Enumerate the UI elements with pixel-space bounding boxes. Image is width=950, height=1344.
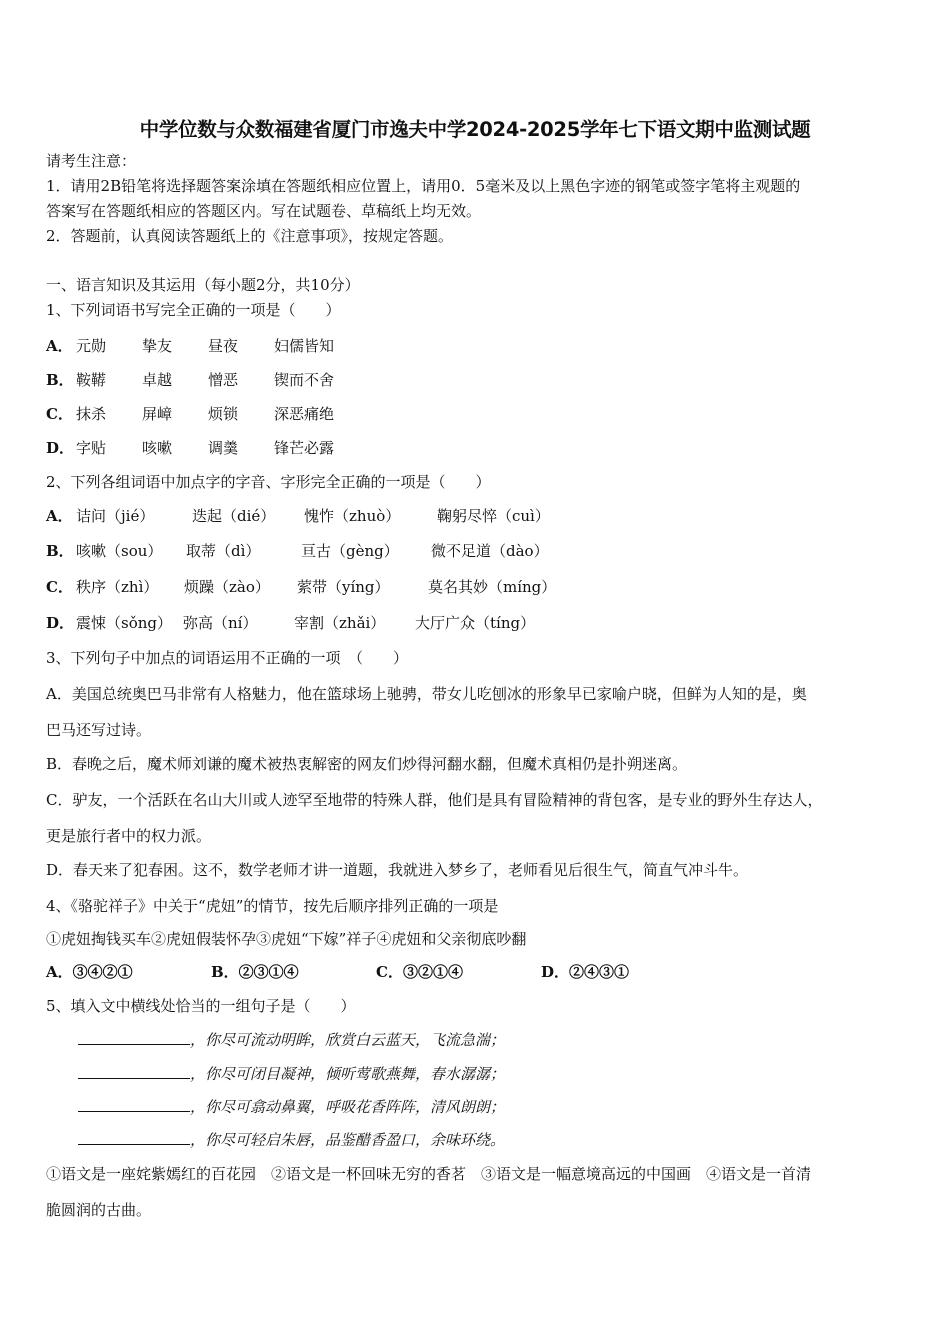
q1-option-a bbox=[46, 336, 334, 356]
option-item: 弥高（ní） bbox=[183, 614, 258, 632]
option-item: D．②④③① bbox=[541, 963, 630, 981]
q3-option-a-line-2: 巴马还写过诗。 bbox=[46, 721, 152, 739]
notice-line-2: 答案写在答题纸相应的答题区内。写在试题卷、草稿纸上均无效。 bbox=[46, 202, 482, 220]
question-3-stem: 3、下列句子中加点的词语运用不正确的一项 （ ） bbox=[46, 649, 409, 667]
q5-choices-line-1: ①语文是一座姹紫嫣红的百花园 ②语文是一杯回味无穷的香茗 ③语文是一幅意境高远的中国画 ④语文是一首清 bbox=[46, 1165, 812, 1183]
fill-blank bbox=[78, 1030, 190, 1045]
page-title: 中学位数与众数福建省厦门市逸夫中学2024-2025学年七下语文期中监测试题 bbox=[139, 118, 811, 141]
option-item: 秩序（zhì） bbox=[76, 578, 159, 596]
fill-blank bbox=[78, 1130, 190, 1145]
option-item: A．③④②① bbox=[46, 963, 133, 981]
option-item: 取蒂（dì） bbox=[186, 542, 261, 560]
option-item: C．③②①④ bbox=[376, 963, 463, 981]
option-item: 鞍鞯 bbox=[76, 371, 107, 389]
option-item: 妇儒皆知 bbox=[274, 337, 335, 355]
option-item: 咳嗽 bbox=[142, 439, 173, 457]
blank-sentence: ，你尽可流动明眸，欣赏白云蓝天，飞流急湍； bbox=[190, 1031, 506, 1049]
option-label: B． bbox=[46, 371, 74, 389]
q4-events: ①虎妞掏钱买车②虎妞假装怀孕③虎妞“下嫁”祥子④虎妞和父亲彻底吵翻 bbox=[46, 930, 527, 948]
option-item: 亘古（gèng） bbox=[301, 542, 399, 560]
q3-option-a-line-1: A．美国总统奥巴马非常有人格魅力，他在篮球场上驰骋，带女儿吃刨冰的形象早已家喻户晓，但鲜为人知的是，奥 bbox=[46, 685, 807, 703]
option-item: 烦锁 bbox=[208, 405, 239, 423]
blank-sentence: ，你尽可翕动鼻翼，呼吸花香阵阵，清风朗朗； bbox=[190, 1098, 506, 1116]
q1-option-c bbox=[46, 404, 334, 424]
q1-option-b bbox=[46, 370, 334, 390]
option-item: 锲而不舍 bbox=[274, 371, 335, 389]
notice-line-3: 2．答题前，认真阅读答题纸上的《注意事项》，按规定答题。 bbox=[46, 227, 454, 245]
option-item: 微不足道（dào） bbox=[431, 542, 549, 560]
option-item: 锋芒必露 bbox=[274, 439, 335, 457]
option-item: 挚友 bbox=[142, 337, 173, 355]
option-item: 莫名其妙（míng） bbox=[428, 578, 557, 596]
option-label: D． bbox=[46, 614, 75, 632]
q5-blank-line-3 bbox=[78, 1097, 505, 1117]
q3-option-d: D．春天来了犯春困。这不，数学老师才讲一道题，我就进入梦乡了，老师看见后很生气，简直气冲斗牛。 bbox=[46, 861, 749, 879]
option-item: 大厅广众（tíng） bbox=[415, 614, 536, 632]
option-item: 字贴 bbox=[76, 439, 107, 457]
q5-blank-line-2 bbox=[78, 1064, 505, 1084]
option-item: 调羹 bbox=[208, 439, 239, 457]
notice-heading: 请考生注意： bbox=[46, 152, 137, 170]
option-item: 咳嗽（sou） bbox=[76, 542, 163, 560]
option-label: A． bbox=[46, 337, 73, 355]
option-item: 元勋 bbox=[76, 337, 107, 355]
option-item: 憎恶 bbox=[208, 371, 239, 389]
q4-options bbox=[46, 962, 629, 982]
blank-sentence: ，你尽可闭目凝神，倾听莺歌燕舞，春水潺潺； bbox=[190, 1065, 506, 1083]
question-4-stem: 4、《骆驼祥子》中关于“虎妞”的情节，按先后顺序排列正确的一项是 bbox=[46, 897, 499, 915]
option-item: 萦带（yíng） bbox=[297, 578, 390, 596]
q2-option-c bbox=[46, 577, 556, 597]
option-label: A． bbox=[46, 507, 73, 525]
option-item: 抹杀 bbox=[76, 405, 107, 423]
option-item: 屏嶂 bbox=[142, 405, 173, 423]
q2-option-a bbox=[46, 506, 550, 526]
option-item: 宰割（zhǎi） bbox=[294, 614, 386, 632]
question-5-stem: 5、填入文中横线处恰当的一组句子是（ ） bbox=[46, 997, 356, 1015]
fill-blank bbox=[78, 1097, 190, 1112]
section-heading: 一、语言知识及其运用（每小题2分，共10分） bbox=[46, 276, 360, 294]
option-item: 迭起（dié） bbox=[192, 507, 276, 525]
option-label: C． bbox=[46, 578, 73, 596]
fill-blank bbox=[78, 1064, 190, 1079]
option-item: 鞠躬尽悴（cuì） bbox=[437, 507, 550, 525]
q3-option-c-line-2: 更是旅行者中的权力派。 bbox=[46, 827, 212, 845]
q5-choices-line-2: 脆圆润的古曲。 bbox=[46, 1201, 152, 1219]
option-item: 烦躁（zào） bbox=[184, 578, 270, 596]
option-item: 卓越 bbox=[142, 371, 173, 389]
notice-line-1: 1．请用2B铅笔将选择题答案涂填在答题纸相应位置上，请用0．5毫米及以上黑色字迹的钢笔或签字笔将主观题的 bbox=[46, 177, 801, 195]
option-item: B．②③①④ bbox=[211, 963, 299, 981]
q3-option-b: B．春晚之后，魔术师刘谦的魔术被热衷解密的网友们炒得河翻水翻，但魔术真相仍是扑朔迷离。 bbox=[46, 755, 688, 773]
q2-option-b bbox=[46, 541, 549, 561]
q5-blank-line-1 bbox=[78, 1030, 505, 1050]
q2-option-d bbox=[46, 613, 535, 633]
question-1-stem: 1、下列词语书写完全正确的一项是（ ） bbox=[46, 301, 341, 319]
option-item: 震悚（sǒng） bbox=[76, 614, 172, 632]
option-item: 深恶痛绝 bbox=[274, 405, 335, 423]
q3-option-c-line-1: C．驴友，一个活跃在名山大川或人迹罕至地带的特殊人群，他们是具有冒险精神的背包客，是专业的野外生存达人， bbox=[46, 791, 823, 809]
q1-option-d bbox=[46, 438, 334, 458]
question-2-stem: 2、下列各组词语中加点字的字音、字形完全正确的一项是（ ） bbox=[46, 473, 491, 491]
option-item: 愧怍（zhuò） bbox=[304, 507, 401, 525]
option-label: D． bbox=[46, 439, 75, 457]
option-item: 诘问（jié） bbox=[76, 507, 155, 525]
option-label: B． bbox=[46, 542, 74, 560]
option-item: 昼夜 bbox=[208, 337, 239, 355]
blank-sentence: ，你尽可轻启朱唇，品鉴醋香盈口，余味环绕。 bbox=[190, 1131, 506, 1149]
q5-blank-line-4 bbox=[78, 1130, 505, 1150]
option-label: C． bbox=[46, 405, 73, 423]
